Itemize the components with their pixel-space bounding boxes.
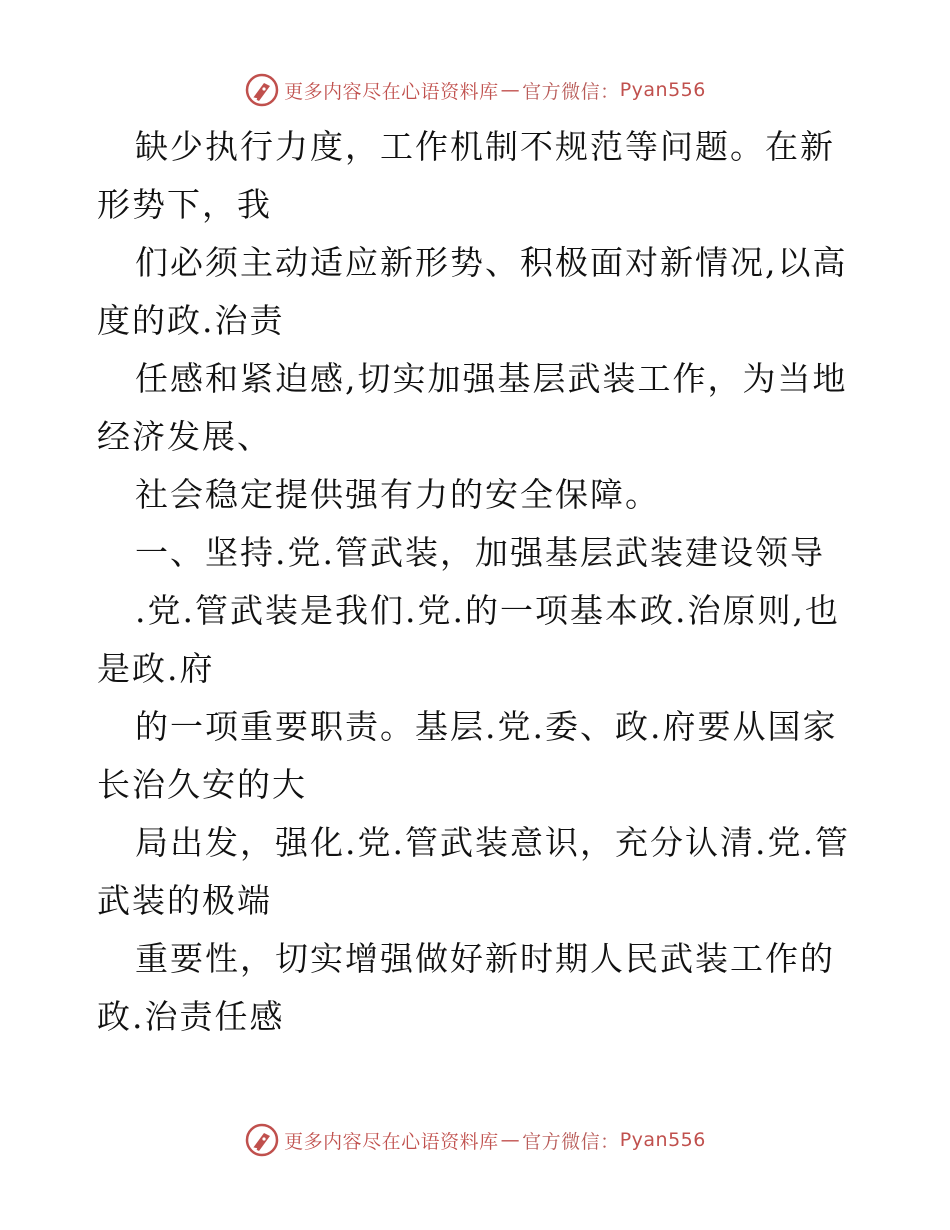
body-line: 们必须主动适应新形势、积极面对新情况,以高度的政.治责: [97, 243, 848, 340]
body-line: 重要性，切实增强做好新时期人民武装工作的政.治责任感: [97, 939, 835, 1036]
header-brand: [244, 72, 706, 108]
header-wechat-label: 官方微信：: [522, 80, 620, 103]
body-line: .党.管武装是我们.党.的一项基本政.治原则,也是政.府: [97, 591, 840, 688]
pen-nib-logo-icon: [244, 72, 280, 108]
section-heading: 一、坚持.党.管武装，加强基层武装建设领导: [135, 533, 825, 572]
footer-wechat-label: 官方微信：: [522, 1130, 620, 1153]
footer-separator: —: [500, 1129, 521, 1151]
page-header: [0, 70, 950, 110]
header-separator: —: [500, 79, 521, 101]
header-brand-text: 更多内容尽在心语资料库: [284, 80, 499, 103]
body-line: 缺少执行力度，工作机制不规范等问题。在新形势下，我: [97, 127, 835, 224]
pen-nib-logo-icon: [244, 1122, 280, 1158]
header-wechat-id: Pyan556: [619, 79, 706, 101]
footer-brand: [244, 1122, 706, 1158]
footer-brand-text: 更多内容尽在心语资料库: [284, 1130, 499, 1153]
body-line: 局出发，强化.党.管武装意识，充分认清.党.管武装的极端: [97, 823, 850, 920]
body-line: 任感和紧迫感,切实加强基层武装工作，为当地经济发展、: [97, 359, 848, 456]
footer-wechat-id: Pyan556: [619, 1129, 706, 1151]
document-body: [97, 118, 857, 1046]
body-line: 的一项重要职责。基层.党.委、政.府要从国家长治久安的大: [97, 707, 838, 804]
body-line: 社会稳定提供强有力的安全保障。: [135, 475, 660, 514]
page-footer: [0, 1120, 950, 1160]
